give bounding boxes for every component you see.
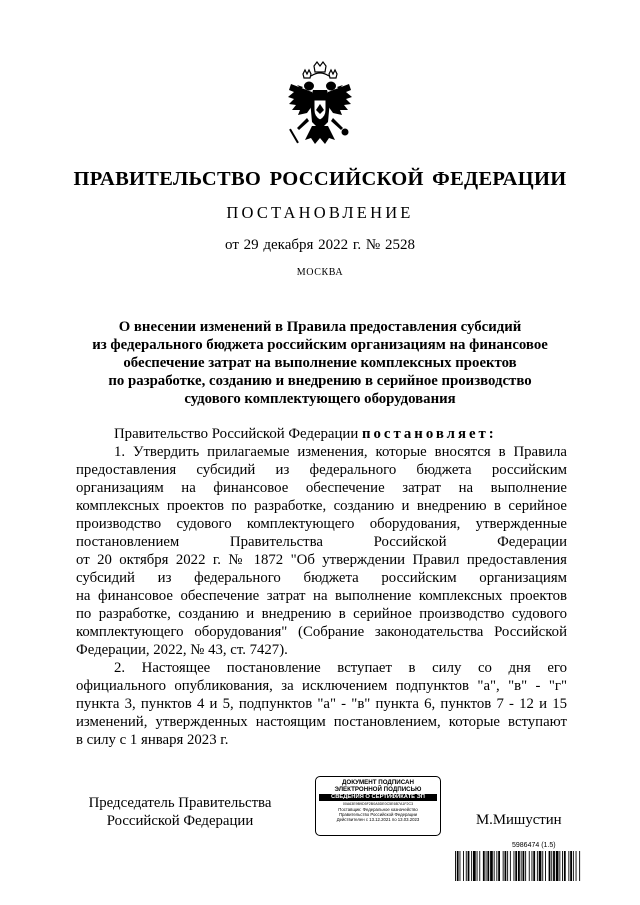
paragraph-2-line: в силу с 1 января 2023 г. <box>76 732 229 748</box>
barcode-bar <box>486 851 487 881</box>
barcode-bar <box>539 851 542 881</box>
paragraph-2-line: пункта 3, пунктов 4 и 5, подпунктов "а" - "в" пункта 6, пунктов 7 - 12 и 15 <box>76 696 567 712</box>
electronic-signature-stamp <box>315 776 441 836</box>
barcode-bar <box>463 851 464 881</box>
barcode-bar <box>523 851 525 881</box>
document-city: МОСКВА <box>296 267 344 278</box>
barcode-bar <box>549 851 551 881</box>
barcode-bar <box>487 851 489 881</box>
paragraph-1-line: производство судового комплектующего оборудования, утвержденные <box>76 516 567 532</box>
barcode-bar <box>533 851 535 881</box>
barcode-bar <box>457 851 459 881</box>
barcode-bar <box>568 851 569 881</box>
heading-line: обеспечение затрат на выполнение комплексных проектов <box>123 355 517 371</box>
heading-line: из федерального бюджета российским организациям на финансовое <box>92 337 548 353</box>
paragraph-1-line: организациям на финансовое обеспечение затрат на выполнение <box>76 480 567 496</box>
paragraph-1-line: субсидий из федерального бюджета российским организациям <box>76 570 567 586</box>
barcode-bar <box>532 851 533 881</box>
barcode-bar <box>455 851 456 881</box>
stamp-owner: Правительство Российской Федерации <box>338 812 418 817</box>
paragraph-2-line: официального опубликования, за исключением подпунктов "а", "в" - "г" <box>76 678 567 694</box>
signer-position-line: Российской Федерации <box>106 813 254 829</box>
document-date-number: от 29 декабря 2022 г. № 2528 <box>225 237 415 253</box>
paragraph-1-line: на финансовое обеспечение затрат на выполнение комплексных проектов <box>76 588 567 604</box>
barcode-bar <box>545 851 546 881</box>
stamp-certificate-header: СВЕДЕНИЯ О СЕРТИФИКАТЕ ЭП <box>319 794 437 801</box>
paragraph-1-line: комплектующего оборудования" (Собрание законодательства Российской <box>76 624 567 640</box>
barcode-bar <box>518 851 520 881</box>
barcode-bar <box>553 851 555 881</box>
barcode-bar <box>479 851 480 881</box>
barcode-bar <box>579 851 580 881</box>
barcode-number: 5986474 (1.5) <box>512 842 556 849</box>
barcode-bar <box>562 851 563 881</box>
document-heading <box>60 318 580 408</box>
paragraph-2-line: изменений, утвержденных настоящим постановлением, которые вступают <box>76 714 567 730</box>
barcode-bar <box>490 851 493 881</box>
stamp-validity: Действителен с 13.12.2021 по 13.03.2023 <box>336 817 420 822</box>
document-body <box>76 425 567 749</box>
barcode-bar <box>515 851 517 881</box>
barcode-bar <box>559 851 560 881</box>
barcode-bar <box>505 851 507 881</box>
intro-line <box>76 425 567 443</box>
barcode-bar <box>525 851 526 881</box>
barcode-bar <box>460 851 461 881</box>
barcode-bar <box>498 851 500 881</box>
paragraph-1-line: комплексных проектов по разработке, созданию и внедрению в серийное <box>76 498 567 514</box>
intro-decree-word: постановляет: <box>361 426 497 442</box>
stamp-line: ЭЛЕКТРОННОЙ ПОДПИСЬЮ <box>334 786 422 793</box>
heading-line: судового комплектующего оборудования <box>184 391 456 407</box>
intro-prefix: Правительство Российской Федерации <box>114 426 362 442</box>
signer-position <box>80 794 280 830</box>
paragraph-1-line: постановлением Правительства Российской Федерации <box>76 534 567 550</box>
paragraph-1-line: 1. Утвердить прилагаемые изменения, которые вносятся в Правила <box>114 444 567 460</box>
barcode-bar <box>507 851 508 881</box>
paragraph-1-line: по разработке, созданию и внедрению в серийное производство судового <box>76 606 567 622</box>
barcode-bar <box>529 851 530 881</box>
government-title: ПРАВИТЕЛЬСТВО РОССИЙСКОЙ ФЕДЕРАЦИИ <box>73 168 567 190</box>
document-type: ПОСТАНОВЛЕНИЕ <box>226 203 414 222</box>
coat-of-arms-icon <box>285 60 355 152</box>
barcode-bar <box>576 851 577 881</box>
barcode <box>455 851 581 881</box>
barcode-bar <box>471 851 472 881</box>
paragraph-1-line: предоставления субсидий из федерального бюджета российским <box>76 462 567 478</box>
heading-line: О внесении изменений в Правила предоставления субсидий <box>118 319 522 335</box>
barcode-bar <box>551 851 552 881</box>
signer-name: М.Мишустин <box>476 812 562 828</box>
stamp-serial: 00A63E9B9D5F2B0A5DE0C5E6B7A1F2C3 <box>342 802 414 806</box>
barcode-bar <box>477 851 478 881</box>
barcode-bar <box>503 851 504 881</box>
barcode-bar <box>542 851 543 881</box>
barcode-bar <box>570 851 572 881</box>
barcode-bar <box>514 851 515 881</box>
barcode-bar <box>468 851 470 881</box>
stamp-owner: Поставщик: Федеральное казначейство <box>338 807 418 812</box>
signer-position-line: Председатель Правительства <box>88 795 272 811</box>
barcode-bar <box>573 851 574 881</box>
paragraph-1-line: от 20 октября 2022 г. № 1872 "Об утверждении Правил предоставления <box>76 552 567 568</box>
paragraph-1-line: Федерации, 2022, № 43, ст. 7427). <box>76 642 288 658</box>
barcode-bar <box>483 851 485 881</box>
barcode-bar <box>473 851 476 881</box>
barcode-bar <box>556 851 559 881</box>
paragraph-2-line: 2. Настоящее постановление вступает в силу со дня его <box>114 660 567 676</box>
stamp-line: ДОКУМЕНТ ПОДПИСАН <box>342 779 414 786</box>
barcode-bar <box>564 851 566 881</box>
heading-line: по разработке, созданию и внедрению в серийное производство <box>108 373 532 389</box>
barcode-bar <box>521 851 522 881</box>
barcode-bar <box>510 851 511 881</box>
barcode-bar <box>537 851 538 881</box>
barcode-bar <box>496 851 497 881</box>
barcode-bar <box>494 851 495 881</box>
barcode-bar <box>466 851 467 881</box>
